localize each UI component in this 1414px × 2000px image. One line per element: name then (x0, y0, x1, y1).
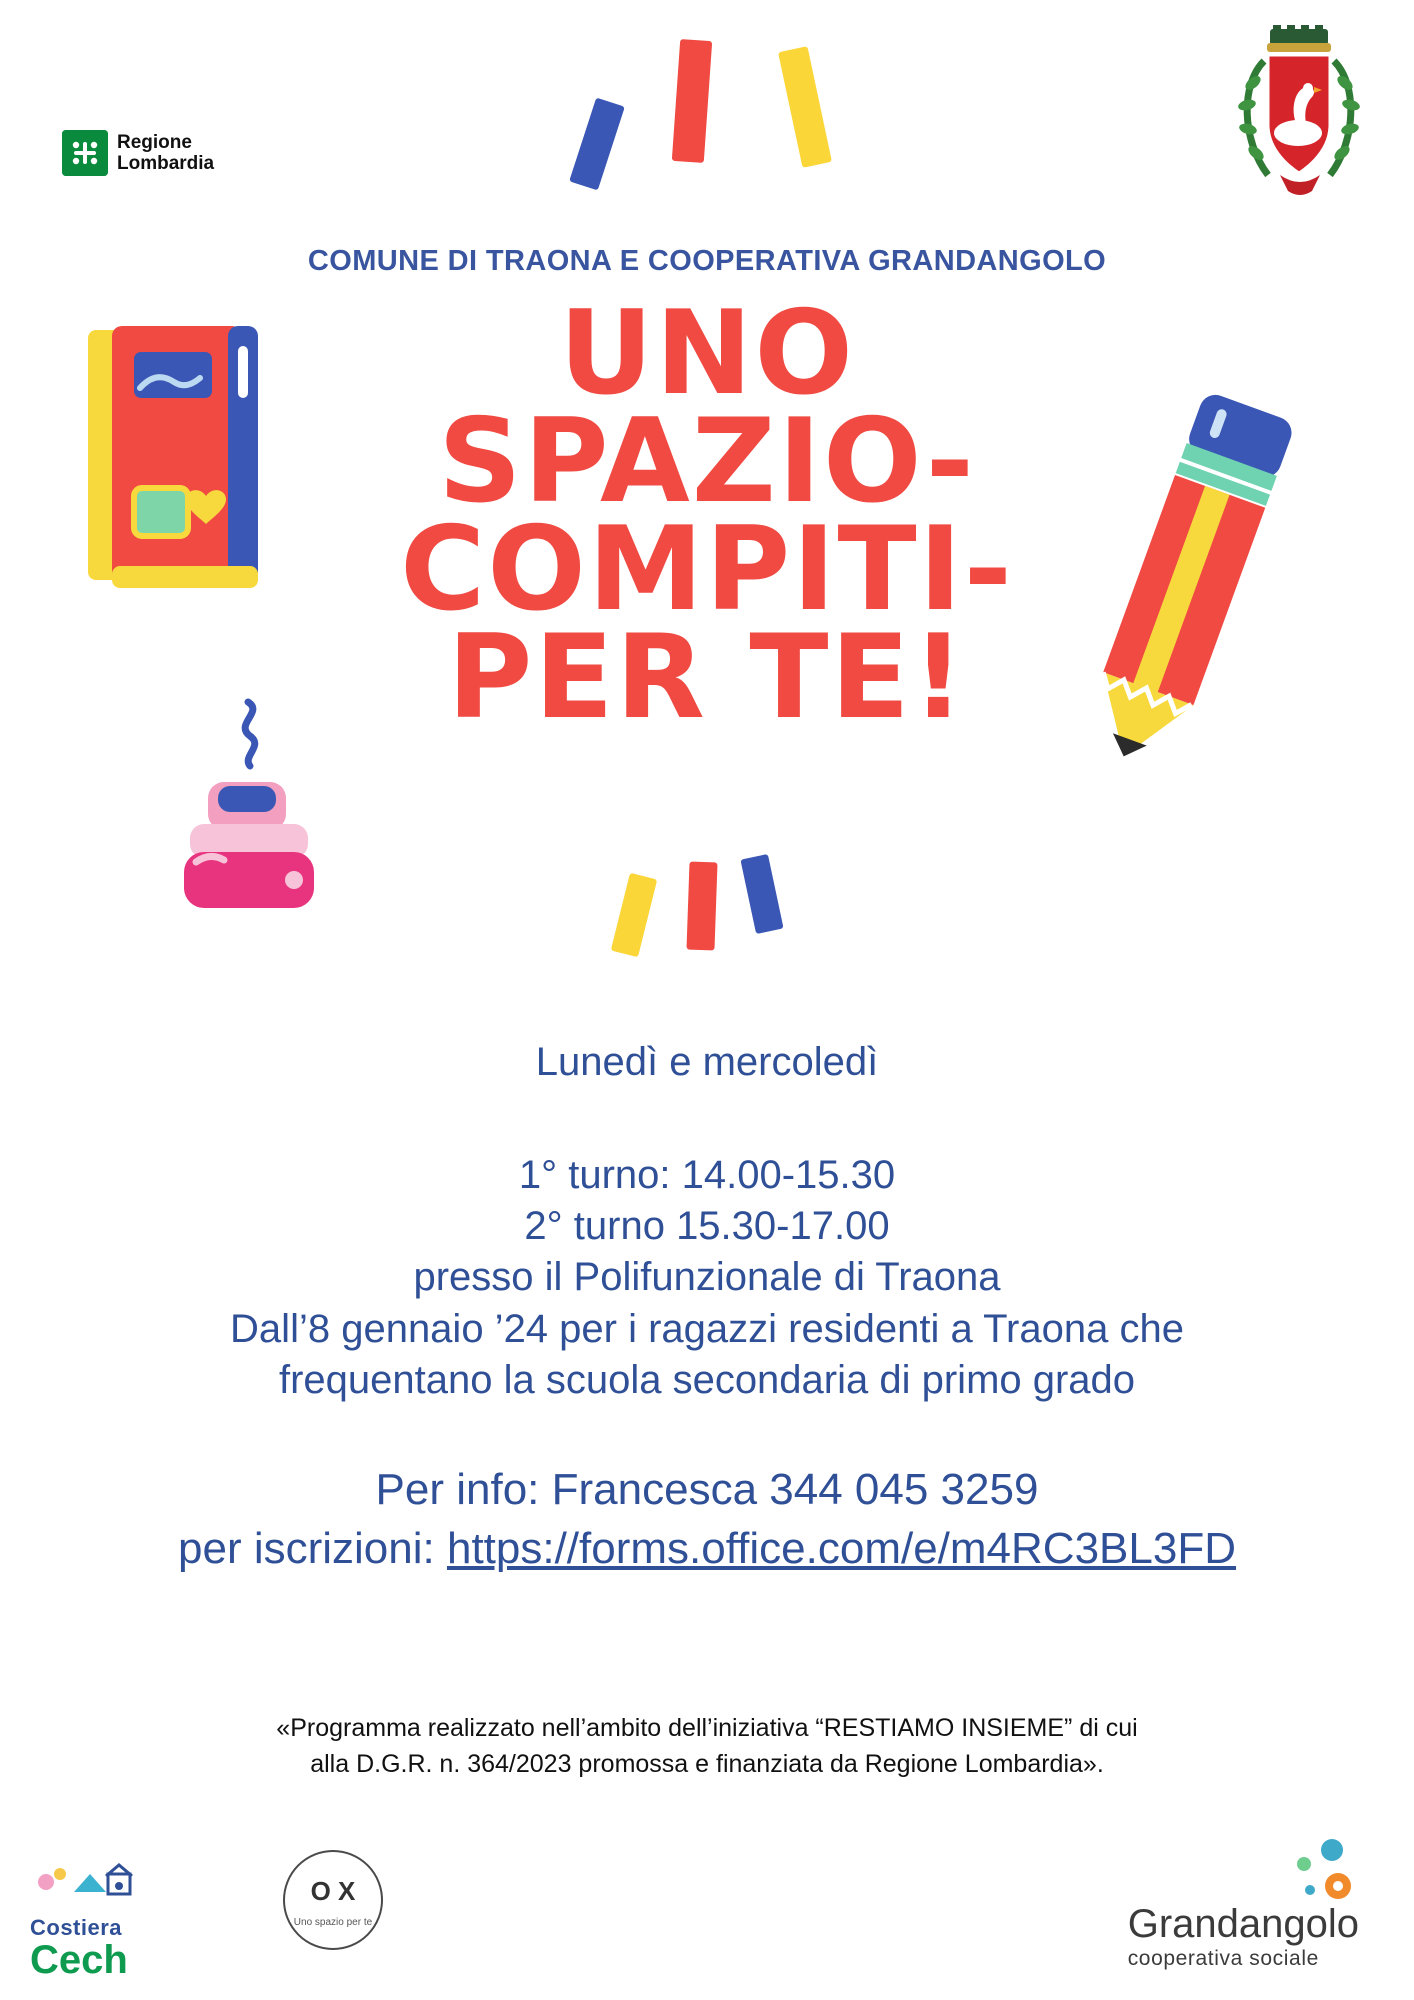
regione-lombardia-logo (62, 130, 214, 176)
signup-line (0, 1519, 1414, 1578)
signup-label: per iscrizioni: (178, 1524, 447, 1574)
grandangolo-logo (1128, 1902, 1359, 1971)
schedule-days: Lunedì e mercoledì (535, 1040, 879, 1084)
page-title (0, 286, 1414, 745)
regione-lombardia-rose-icon (62, 130, 108, 176)
regione-line2: Lombardia (117, 153, 215, 174)
footer-logo-row (0, 1850, 1414, 1980)
schedule-line-3: presso il Polifunzionale di Traona (413, 1255, 1001, 1300)
tick-blue-top (569, 98, 625, 191)
tick-blue-bottom (740, 854, 783, 934)
funding-disclaimer (107, 1710, 1307, 1783)
tick-red-bottom (686, 862, 717, 951)
ox-logo-label: O X (310, 1876, 356, 1906)
grandangolo-name: Grandangolo (1127, 1902, 1359, 1946)
schedule-details (0, 1150, 1414, 1406)
schedule-line-5: frequentano la scuola secondaria di primo grado (278, 1357, 1136, 1402)
schedule-line-4: Dall’8 gennaio ’24 per i ragazzi residenti a Traona che (230, 1306, 1184, 1351)
tick-yellow-top (778, 46, 832, 168)
schedule-line-1: 1° turno: 14.00-15.30 (518, 1153, 896, 1197)
disclaimer-line-1: «Programma realizzato nell’ambito dell’iniziativa “RESTIAMO INSIEME” di cui (276, 1714, 1138, 1742)
title-line-3: COMPITI- (400, 501, 1014, 637)
comune-di-traona-crest (1234, 25, 1364, 200)
title-line-4: PER TE! (447, 609, 967, 745)
grandangolo-dots-icon (1264, 1838, 1354, 1908)
ox-logo-sub: Uno spazio per te (293, 1917, 373, 1928)
costiera-mark-icon (30, 1860, 200, 1910)
title-line-2: SPAZIO- (438, 393, 976, 529)
regione-line1: Regione (117, 131, 192, 153)
contact-section (0, 1460, 1414, 1579)
signup-link[interactable]: https://forms.office.com/e/m4RC3BL3FD (446, 1524, 1236, 1574)
page-kicker: COMUNE DI TRAONA E COOPERATIVA GRANDANGOLO (307, 245, 1107, 277)
disclaimer-line-2: alla D.G.R. n. 364/2023 promossa e finanziata da Regione Lombardia». (310, 1750, 1104, 1779)
costiera-line-1: Costiera (30, 1915, 123, 1940)
grandangolo-subtitle: cooperativa sociale (1127, 1947, 1319, 1970)
schedule-line-2: 2° turno 15.30-17.00 (524, 1204, 890, 1249)
contact-phone-line: Per info: Francesca 344 045 3259 (375, 1465, 1039, 1514)
tick-red-top (672, 39, 712, 163)
costiera-dei-cech-logo (30, 1860, 200, 1982)
regione-lombardia-label (117, 132, 214, 175)
title-line-1: UNO (559, 286, 855, 421)
costiera-line-2: Cech (30, 1938, 128, 1982)
tick-yellow-bottom (611, 873, 658, 957)
ox-spazio-logo (283, 1850, 383, 1950)
